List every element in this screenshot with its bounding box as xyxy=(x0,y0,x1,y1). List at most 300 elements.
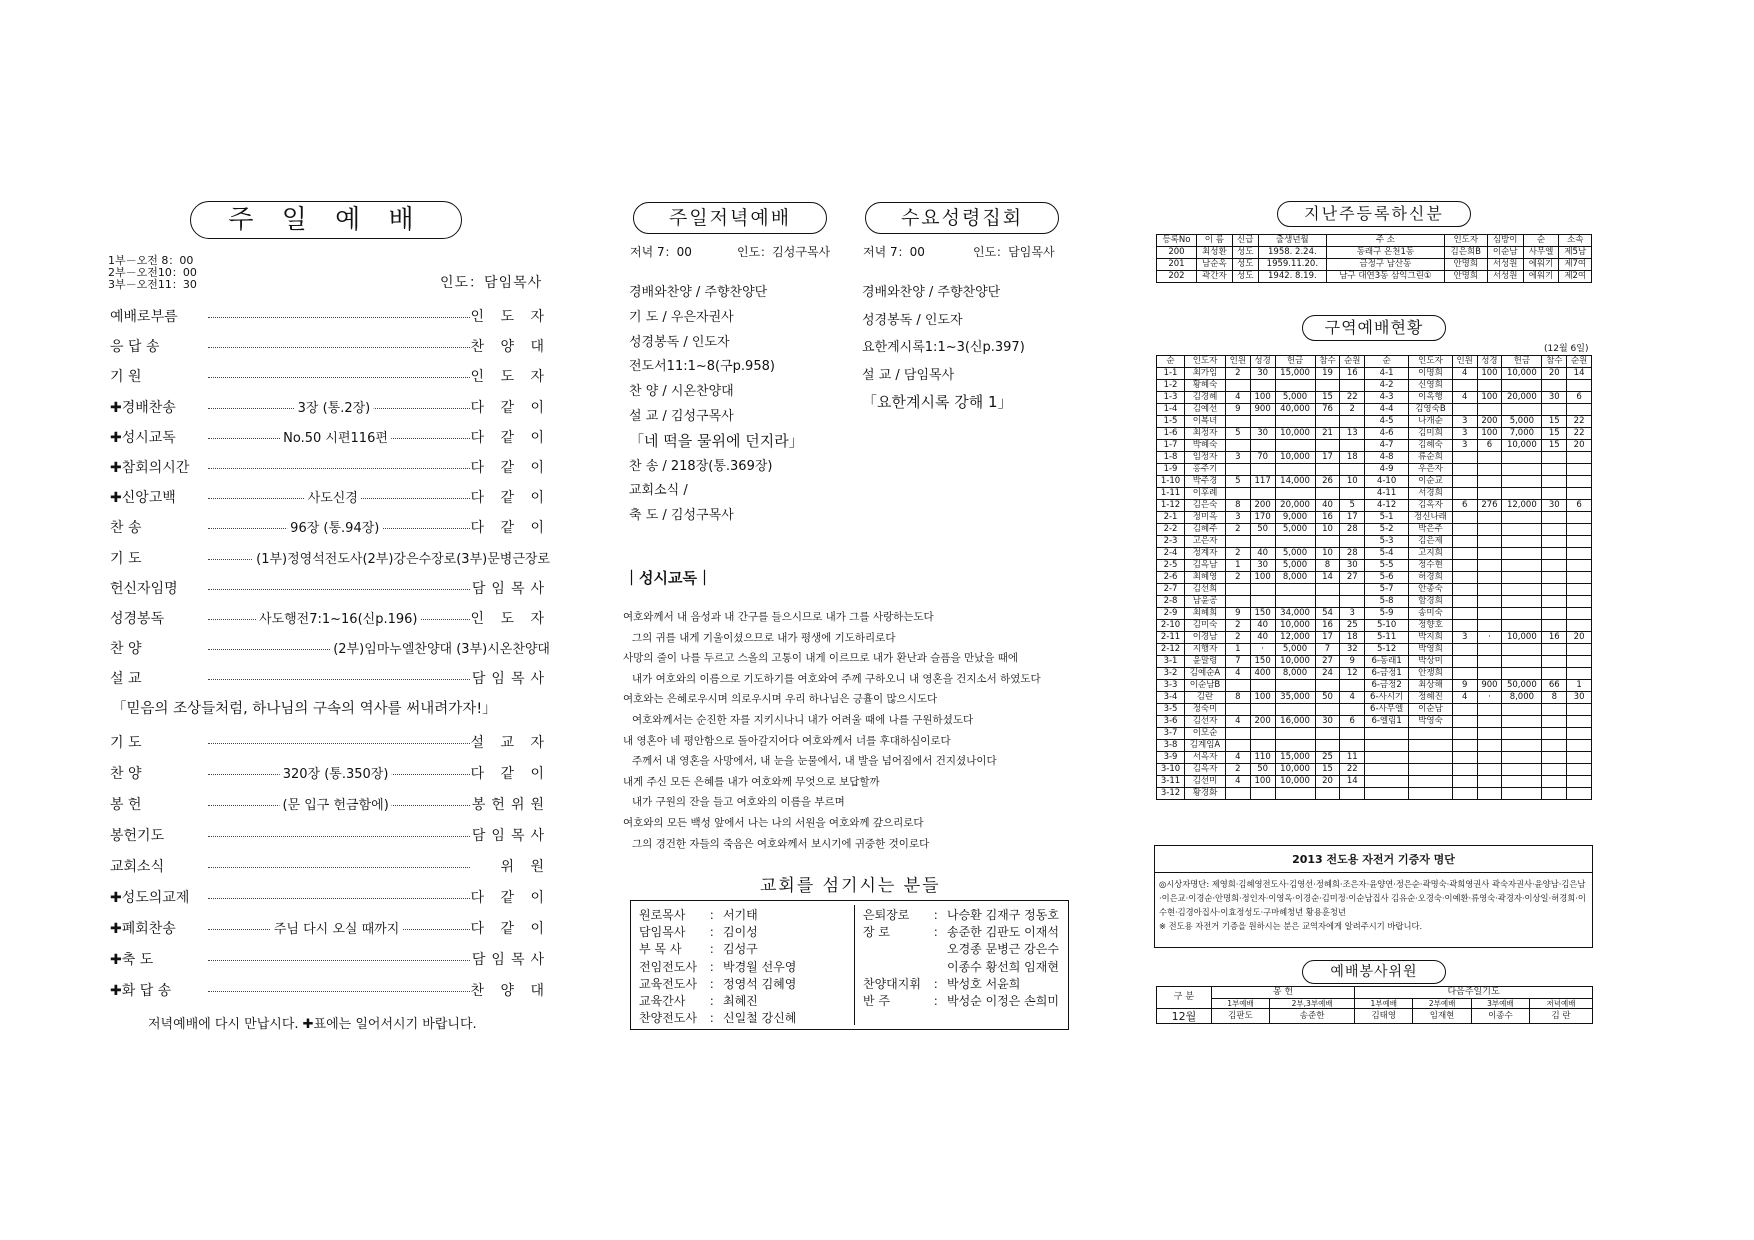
table-cell: 15 xyxy=(1542,416,1567,428)
table-cell: 50 xyxy=(1250,764,1275,776)
table-cell: 15,000 xyxy=(1275,368,1315,380)
servant-role: 교육전도사 xyxy=(639,976,697,991)
table-cell: 6 xyxy=(1340,716,1365,728)
table-cell xyxy=(1502,452,1542,464)
servants-divider xyxy=(854,905,855,1025)
table-cell: 4-7 xyxy=(1365,440,1409,452)
evening-time: 저녁 7：00 xyxy=(630,245,692,259)
table-cell xyxy=(1452,584,1477,596)
servant-names: 서기태 xyxy=(723,908,758,922)
table-row xyxy=(1157,524,1592,536)
table-cell: 14,000 xyxy=(1275,476,1315,488)
table-cell xyxy=(1250,584,1275,596)
table-cell: 3-1 xyxy=(1157,656,1185,668)
table-cell: 9,000 xyxy=(1275,512,1315,524)
table-row xyxy=(1157,704,1592,716)
table-cell: 40 xyxy=(1250,548,1275,560)
table-cell xyxy=(1409,764,1453,776)
table-cell xyxy=(1477,608,1502,620)
table-header-cell: 2부,3부예배 xyxy=(1270,999,1355,1009)
service-line: 경배와찬양 / 주향찬양단 xyxy=(862,285,1001,300)
servant-colon: ： xyxy=(933,994,946,1008)
table-cell xyxy=(1567,560,1592,572)
table-cell xyxy=(1275,728,1315,740)
table-cell: 송준한 xyxy=(1270,1009,1355,1024)
evening-leader: 인도：김성구목사 xyxy=(737,245,831,259)
table-cell: 1-4 xyxy=(1157,404,1185,416)
servant-names: 김성구 xyxy=(723,942,758,957)
table-cell: 110 xyxy=(1250,752,1275,764)
table-cell xyxy=(1542,788,1567,800)
table-cell: 3 xyxy=(1452,428,1477,440)
table-header-cell: 3부예배 xyxy=(1471,999,1529,1009)
order-presenter: 담임목사 xyxy=(471,828,550,844)
table-cell: 김 란 xyxy=(1530,1009,1593,1024)
table-cell xyxy=(1542,620,1567,632)
table-cell xyxy=(1567,704,1592,716)
table-cell: 16,000 xyxy=(1275,716,1315,728)
table-cell: 4-2 xyxy=(1365,380,1409,392)
table-cell: 8 xyxy=(1226,500,1251,512)
table-cell: 30 xyxy=(1250,428,1275,440)
reading-line: 여호와께서 내 음성과 내 간구를 들으시므로 내가 그를 사랑하는도다 xyxy=(623,611,934,623)
order-detail: 320장 (통.350장) xyxy=(280,763,392,782)
table-cell: 6 xyxy=(1567,500,1592,512)
order-row xyxy=(110,949,550,971)
table-cell xyxy=(1275,704,1315,716)
servant-names: 최혜진 xyxy=(723,994,758,1008)
table-cell: 4-4 xyxy=(1365,404,1409,416)
order-row xyxy=(110,980,550,1002)
table-cell: 1959.11.20. xyxy=(1258,259,1326,271)
order-presenter: 찬 양 대 xyxy=(470,339,550,356)
table-cell xyxy=(1502,596,1542,608)
table-cell xyxy=(1477,776,1502,788)
table-cell xyxy=(1409,776,1453,788)
table-cell: 10 xyxy=(1340,476,1365,488)
reading-line: 내가 구원의 잔을 들고 여호와의 이름을 부르며 xyxy=(632,796,845,809)
table-cell xyxy=(1452,716,1477,728)
table-cell: 200 xyxy=(1157,247,1197,259)
table-header-cell: 출생년월 xyxy=(1258,235,1326,247)
table-cell xyxy=(1275,740,1315,752)
table-cell xyxy=(1452,704,1477,716)
table-cell xyxy=(1315,464,1340,476)
reading-line: 그의 경건한 자들의 죽음은 여호와께서 보시기에 귀중한 것이로다 xyxy=(632,837,930,850)
servant-role: 반 주 xyxy=(863,994,890,1008)
table-cell: 1 xyxy=(1567,680,1592,692)
table-cell: 22 xyxy=(1567,428,1592,440)
table-cell xyxy=(1409,788,1453,800)
table-cell: 4 xyxy=(1340,692,1365,704)
table-cell: 27 xyxy=(1315,656,1340,668)
sermon-title: 「믿음의 조상들처럼, 하나님의 구속의 역사를 써내려가자!」 xyxy=(112,701,497,717)
table-cell xyxy=(1542,704,1567,716)
table-cell: 900 xyxy=(1250,404,1275,416)
table-cell xyxy=(1542,404,1567,416)
table-row xyxy=(1157,987,1593,999)
table-header-cell: 인도자 xyxy=(1185,356,1226,368)
table-cell xyxy=(1275,488,1315,500)
table-cell xyxy=(1477,788,1502,800)
table-cell xyxy=(1365,752,1409,764)
table-header-cell: 순 xyxy=(1365,356,1409,368)
table-cell: 2 xyxy=(1226,572,1251,584)
table-header-cell: 인원 xyxy=(1226,356,1251,368)
dotted-leader xyxy=(208,589,470,590)
table-cell xyxy=(1250,536,1275,548)
servant-row xyxy=(639,975,796,992)
table-cell: 3 xyxy=(1452,632,1477,644)
table-cell: · xyxy=(1477,632,1502,644)
table-cell xyxy=(1226,728,1251,740)
table-cell: 남순옥 xyxy=(1196,259,1232,271)
table-cell: 4 xyxy=(1452,392,1477,404)
table-cell: 5-11 xyxy=(1365,632,1409,644)
order-detail: 사도행전7:1~16(신p.196) xyxy=(256,608,421,627)
order-detail: 3장 (통.2장) xyxy=(295,397,374,416)
table-cell xyxy=(1567,536,1592,548)
table-cell xyxy=(1542,548,1567,560)
table-cell xyxy=(1502,512,1542,524)
table-cell xyxy=(1542,740,1567,752)
table-cell xyxy=(1452,608,1477,620)
table-cell xyxy=(1409,740,1453,752)
table-cell: 1-10 xyxy=(1157,476,1185,488)
table-header-cell: 1부예배 xyxy=(1355,999,1413,1009)
table-cell: 16 xyxy=(1315,620,1340,632)
table-cell xyxy=(1315,680,1340,692)
table-cell xyxy=(1275,440,1315,452)
table-cell: 8 xyxy=(1226,692,1251,704)
table-cell xyxy=(1477,656,1502,668)
order-presenter: 위 원 xyxy=(500,859,550,875)
dotted-leader xyxy=(208,679,470,680)
reading-line: 여호와의 모든 백성 앞에서 나는 나의 서원을 여호와께 갚으리로다 xyxy=(623,817,924,829)
order-row xyxy=(110,856,550,878)
order-presenter: 다 같 이 xyxy=(470,520,550,537)
order-row xyxy=(110,887,550,909)
table-cell xyxy=(1502,716,1542,728)
order-presenter: 인 도 자 xyxy=(470,611,550,627)
table-cell: 3-5 xyxy=(1157,704,1185,716)
table-cell xyxy=(1226,788,1251,800)
table-cell xyxy=(1567,452,1592,464)
table-row xyxy=(1157,488,1592,500)
table-cell: 박상미 xyxy=(1409,656,1453,668)
table-row xyxy=(1157,464,1592,476)
order-presenter: 담임목사 xyxy=(471,952,550,968)
table-cell: 10,000 xyxy=(1275,620,1315,632)
table-cell: 28 xyxy=(1340,524,1365,536)
service-line: 전도서11:1~8(구p.958) xyxy=(629,359,775,375)
table-cell: 3 xyxy=(1452,416,1477,428)
table-cell xyxy=(1502,788,1542,800)
table-cell: 1-6 xyxy=(1157,428,1185,440)
table-cell xyxy=(1502,548,1542,560)
newcomers-title: 지난주등록하신분 xyxy=(1277,201,1471,227)
table-cell: 이명희 xyxy=(1409,368,1453,380)
table-cell: 남윤공 xyxy=(1185,596,1226,608)
table-cell: 6-금정2 xyxy=(1365,680,1409,692)
table-cell: 1-7 xyxy=(1157,440,1185,452)
table-row xyxy=(1157,999,1593,1009)
table-cell: 김계임A xyxy=(1185,740,1226,752)
table-cell xyxy=(1477,488,1502,500)
table-cell: 40 xyxy=(1250,620,1275,632)
table-cell: 금정구 남산동 xyxy=(1326,259,1444,271)
table-cell xyxy=(1567,380,1592,392)
table-cell: 5,000 xyxy=(1502,416,1542,428)
dotted-leader xyxy=(208,377,470,378)
table-cell: 고지희 xyxy=(1409,548,1453,560)
table-cell xyxy=(1502,776,1542,788)
servant-colon: ： xyxy=(709,942,722,957)
table-cell: 5,000 xyxy=(1275,548,1315,560)
table-row xyxy=(1157,620,1592,632)
table-cell: 김태영 xyxy=(1355,1009,1413,1024)
table-cell: 25 xyxy=(1340,620,1365,632)
table-cell: 이복녀 xyxy=(1185,416,1226,428)
table-cell: 김판도 xyxy=(1211,1009,1269,1024)
table-cell: 2-2 xyxy=(1157,524,1185,536)
table-cell xyxy=(1275,680,1315,692)
table-cell: 22 xyxy=(1340,764,1365,776)
servant-names: 정영석 김혜영 xyxy=(723,976,797,991)
table-header xyxy=(1157,235,1592,247)
table-cell: 4 xyxy=(1226,752,1251,764)
table-cell xyxy=(1365,764,1409,776)
table-cell: 4-10 xyxy=(1365,476,1409,488)
table-cell xyxy=(1542,668,1567,680)
reading-line: 내게 주신 모든 은혜를 내가 여호와께 무엇으로 보답할까 xyxy=(623,775,880,788)
table-cell xyxy=(1567,584,1592,596)
table-cell: 17 xyxy=(1340,512,1365,524)
table-cell xyxy=(1477,644,1502,656)
order-label: 기 원 xyxy=(110,369,142,386)
table-row xyxy=(1157,572,1592,584)
table-cell: 정신나래 xyxy=(1409,512,1453,524)
table-cell xyxy=(1315,728,1340,740)
table-cell: 100 xyxy=(1477,428,1502,440)
table-cell xyxy=(1502,752,1542,764)
table-cell: 7,000 xyxy=(1502,428,1542,440)
table-cell: 김옥자 xyxy=(1185,764,1226,776)
order-row xyxy=(110,306,550,328)
table-cell: 100 xyxy=(1250,572,1275,584)
table-cell: 4-3 xyxy=(1365,392,1409,404)
table-row xyxy=(1157,392,1592,404)
order-presenter: 다 같 이 xyxy=(470,890,550,906)
table-cell xyxy=(1542,560,1567,572)
district-date: (12월 6일) xyxy=(1544,344,1589,354)
servant-colon: ： xyxy=(709,908,722,922)
servant-colon: ： xyxy=(709,994,722,1008)
table-cell: 김옥자 xyxy=(1409,500,1453,512)
sunday-title: 주 일 예 배 xyxy=(190,201,462,239)
table-cell: 4 xyxy=(1452,368,1477,380)
table-cell xyxy=(1502,380,1542,392)
dotted-leader xyxy=(208,867,470,868)
table-cell: 정숙미 xyxy=(1185,704,1226,716)
reading-line: 내가 여호와의 이름으로 기도하기를 여호와여 주께 구하오니 내 영혼을 건지소서 하였도다 xyxy=(632,672,1041,685)
table-cell: 김옥남 xyxy=(1185,560,1226,572)
table-cell xyxy=(1477,752,1502,764)
table-cell xyxy=(1502,476,1542,488)
servant-names: 나승환 김재구 정동호 xyxy=(947,908,1059,922)
table-cell: 2-4 xyxy=(1157,548,1185,560)
service-line: 교회소식 / xyxy=(629,483,688,499)
table-cell: 9 xyxy=(1226,404,1251,416)
servant-role: 찬양전도사 xyxy=(639,1011,697,1026)
table-cell: 9 xyxy=(1340,656,1365,668)
table-cell xyxy=(1250,380,1275,392)
table-row xyxy=(1157,247,1592,259)
table-header-cell: 인원 xyxy=(1452,356,1477,368)
table-cell: 5-12 xyxy=(1365,644,1409,656)
table-cell: 276 xyxy=(1477,500,1502,512)
servant-role: 담임목사 xyxy=(639,925,686,940)
table-cell: 최정자 xyxy=(1185,428,1226,440)
order-row xyxy=(110,366,550,388)
service-line: 설 교 / 김성구목사 xyxy=(629,409,734,424)
order-label: 기 도 xyxy=(110,735,142,751)
order-label: 기 도 xyxy=(110,550,142,567)
newcomers-table xyxy=(1156,234,1592,283)
table-header-cell: 저녁예배 xyxy=(1530,999,1593,1009)
district-table xyxy=(1156,355,1592,800)
order-label: ✚폐회찬송 xyxy=(110,921,176,937)
table-cell: 김미숙 xyxy=(1185,620,1226,632)
table-cell xyxy=(1340,536,1365,548)
table-cell: 5,000 xyxy=(1275,560,1315,572)
table-cell: 150 xyxy=(1250,608,1275,620)
order-presenter: 설 교 자 xyxy=(470,735,550,751)
table-cell: 15 xyxy=(1542,440,1567,452)
table-cell: 6-동래1 xyxy=(1365,656,1409,668)
table-cell: 박은주 xyxy=(1409,524,1453,536)
table-cell: 3-12 xyxy=(1157,788,1185,800)
table-cell xyxy=(1542,524,1567,536)
table-cell xyxy=(1315,740,1340,752)
table-cell xyxy=(1452,548,1477,560)
table-header-cell: 다음주일기도 xyxy=(1355,987,1593,999)
servant-colon: ： xyxy=(933,925,946,940)
table-cell: 18 xyxy=(1340,632,1365,644)
table-cell xyxy=(1226,464,1251,476)
table-cell xyxy=(1365,728,1409,740)
table-cell xyxy=(1226,680,1251,692)
table-row xyxy=(1157,548,1592,560)
table-cell: 25 xyxy=(1315,752,1340,764)
servant-row xyxy=(639,958,796,975)
table-cell: 40 xyxy=(1250,632,1275,644)
table-cell: 임정자 xyxy=(1185,452,1226,464)
table-cell xyxy=(1567,644,1592,656)
servants-box xyxy=(630,900,1069,1030)
table-cell xyxy=(1567,404,1592,416)
table-cell: 20,000 xyxy=(1275,500,1315,512)
table-cell xyxy=(1567,608,1592,620)
table-cell xyxy=(1340,488,1365,500)
table-cell xyxy=(1502,524,1542,536)
table-cell xyxy=(1315,788,1340,800)
table-row xyxy=(1157,440,1592,452)
table-cell: 4-1 xyxy=(1365,368,1409,380)
table-cell xyxy=(1477,476,1502,488)
table-cell: 서옥자 xyxy=(1185,752,1226,764)
table-cell: 8,000 xyxy=(1275,572,1315,584)
table-cell: 6-금정1 xyxy=(1365,668,1409,680)
table-cell: 정계자 xyxy=(1185,548,1226,560)
table-cell xyxy=(1340,464,1365,476)
table-cell: 30 xyxy=(1542,392,1567,404)
table-cell xyxy=(1409,728,1453,740)
table-cell: 황경화 xyxy=(1185,788,1226,800)
table-cell xyxy=(1542,536,1567,548)
table-cell xyxy=(1567,464,1592,476)
table-cell xyxy=(1226,488,1251,500)
table-cell xyxy=(1315,440,1340,452)
order-presenter: 인 도 자 xyxy=(470,309,550,325)
table-cell xyxy=(1542,776,1567,788)
table-cell: 54 xyxy=(1315,608,1340,620)
order-row xyxy=(110,427,550,449)
table-cell: 2-7 xyxy=(1157,584,1185,596)
table-cell: 3-2 xyxy=(1157,668,1185,680)
table-cell: 김란 xyxy=(1185,692,1226,704)
table-cell xyxy=(1542,656,1567,668)
table-cell xyxy=(1477,560,1502,572)
table-cell: 황혜숙 xyxy=(1185,380,1226,392)
reading-line: 여호와께서는 순진한 자를 지키시나니 내가 어려울 때에 나를 구원하셨도다 xyxy=(632,714,974,726)
order-row xyxy=(110,794,550,816)
table-cell: 5-3 xyxy=(1365,536,1409,548)
table-cell: 2 xyxy=(1226,524,1251,536)
table-cell: 성도 xyxy=(1232,271,1258,283)
table-cell: 5 xyxy=(1226,476,1251,488)
table-cell: 28 xyxy=(1340,548,1365,560)
servant-colon: ： xyxy=(709,959,722,974)
reading-line: 주께서 내 영혼을 사망에서, 내 눈을 눈물에서, 내 발을 넘어짐에서 건지셨나이다 xyxy=(632,755,997,768)
servant-names: 박경월 선우영 xyxy=(723,959,797,974)
table-cell: 34,000 xyxy=(1275,608,1315,620)
table-cell xyxy=(1452,524,1477,536)
table-cell: 5-1 xyxy=(1365,512,1409,524)
table-cell: 2 xyxy=(1226,548,1251,560)
order-label: ✚경배찬송 xyxy=(110,399,176,416)
table-cell: 제2여 xyxy=(1559,271,1592,283)
table-cell xyxy=(1226,704,1251,716)
table-cell: 김예순A xyxy=(1185,668,1226,680)
table-row xyxy=(1157,644,1592,656)
servant-colon: ： xyxy=(709,976,722,991)
table-cell xyxy=(1226,536,1251,548)
evening-title: 주일저녁예배 xyxy=(633,202,827,234)
table-cell xyxy=(1542,488,1567,500)
dotted-leader xyxy=(208,317,470,318)
table-cell: 2-8 xyxy=(1157,596,1185,608)
table-cell: 21 xyxy=(1315,428,1340,440)
table-header-cell: 2부예배 xyxy=(1413,999,1471,1009)
table-cell: 6-사무엘 xyxy=(1365,704,1409,716)
table-cell: 2 xyxy=(1340,404,1365,416)
table-cell xyxy=(1365,740,1409,752)
table-cell xyxy=(1340,440,1365,452)
table-cell: 김선희 xyxy=(1185,584,1226,596)
order-row xyxy=(110,732,550,754)
table-cell xyxy=(1542,764,1567,776)
